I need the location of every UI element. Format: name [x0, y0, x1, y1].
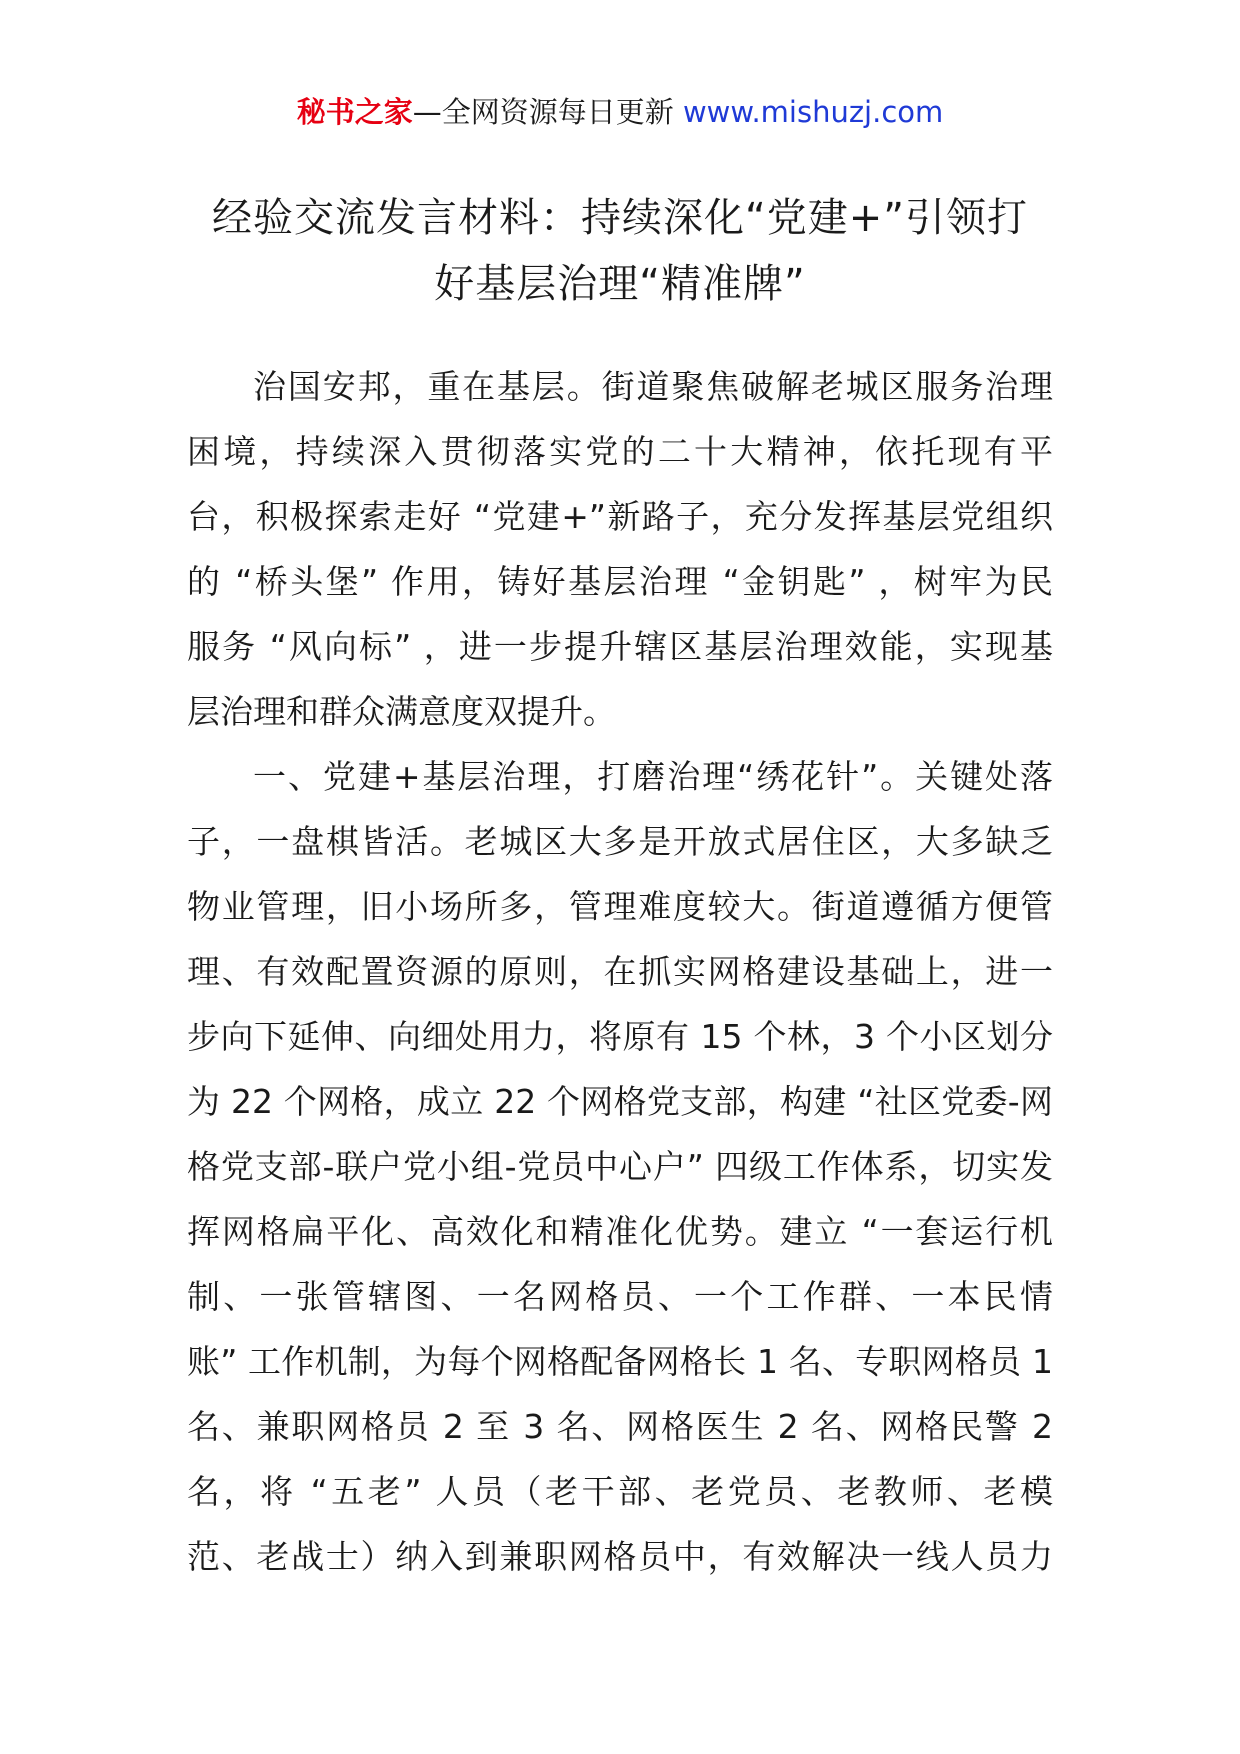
text-line: 为 22 个网格，成立 22 个网格党支部，构建 “社区党委-网	[187, 1082, 1053, 1121]
text-line: 挥网格扁平化、高效化和精准化优势。建立 “一套运行机	[187, 1212, 1053, 1251]
title-line: 好基层治理“精准牌”	[434, 260, 806, 307]
text-line: 困境，持续深入贯彻落实党的二十大精神，依托现有平	[187, 432, 1053, 471]
text-line: 台，积极探索走好 “党建+”新路子，充分发挥基层党组织	[187, 497, 1053, 536]
text-line: 层治理和群众满意度双提升。	[187, 692, 616, 731]
text-line: 步向下延伸、向细处用力，将原有 15 个林，3 个小区划分	[187, 1017, 1053, 1056]
paragraph-section-one	[187, 744, 1053, 1589]
text-line: 制、一张管辖图、一名网格员、一个工作群、一本民情	[187, 1277, 1053, 1316]
text-line: 服务 “风向标” ，进一步提升辖区基层治理效能，实现基	[187, 627, 1053, 666]
site-url-link[interactable]: www.mishuzj.com	[682, 95, 944, 129]
text-line: 子，一盘棋皆活。老城区大多是开放式居住区，大多缺乏	[187, 822, 1053, 861]
brand-name: 秘书之家	[296, 95, 413, 129]
paragraph-intro	[187, 354, 1053, 744]
text-line: 账” 工作机制，为每个网格配备网格长 1 名、专职网格员 1	[187, 1342, 1053, 1381]
text-line: 名，将 “五老” 人员（老干部、老党员、老教师、老模	[187, 1472, 1053, 1511]
site-header	[0, 92, 1240, 132]
document-body	[187, 354, 1053, 1589]
text-line: 格党支部-联户党小组-党员中心户” 四级工作体系，切实发	[187, 1147, 1053, 1186]
text-line: 治国安邦，重在基层。街道聚焦破解老城区服务治理	[253, 367, 1053, 406]
text-line: 物业管理，旧小场所多，管理难度较大。街道遵循方便管	[187, 887, 1053, 926]
text-line: 的 “桥头堡” 作用，铸好基层治理 “金钥匙” ，树牢为民	[187, 562, 1053, 601]
document-title	[160, 185, 1080, 317]
text-line: 一、党建+基层治理，打磨治理“绣花针”。关键处落	[253, 757, 1053, 796]
text-line: 理、有效配置资源的原则，在抓实网格建设基础上，进一	[187, 952, 1053, 991]
text-line: 名、兼职网格员 2 至 3 名、网格医生 2 名、网格民警 2	[187, 1407, 1053, 1446]
title-line: 经验交流发言材料：持续深化“党建+”引领打	[212, 194, 1028, 241]
header-tagline: —全网资源每日更新	[412, 95, 683, 129]
text-line: 范、老战士）纳入到兼职网格员中，有效解决一线人员力	[187, 1537, 1053, 1576]
